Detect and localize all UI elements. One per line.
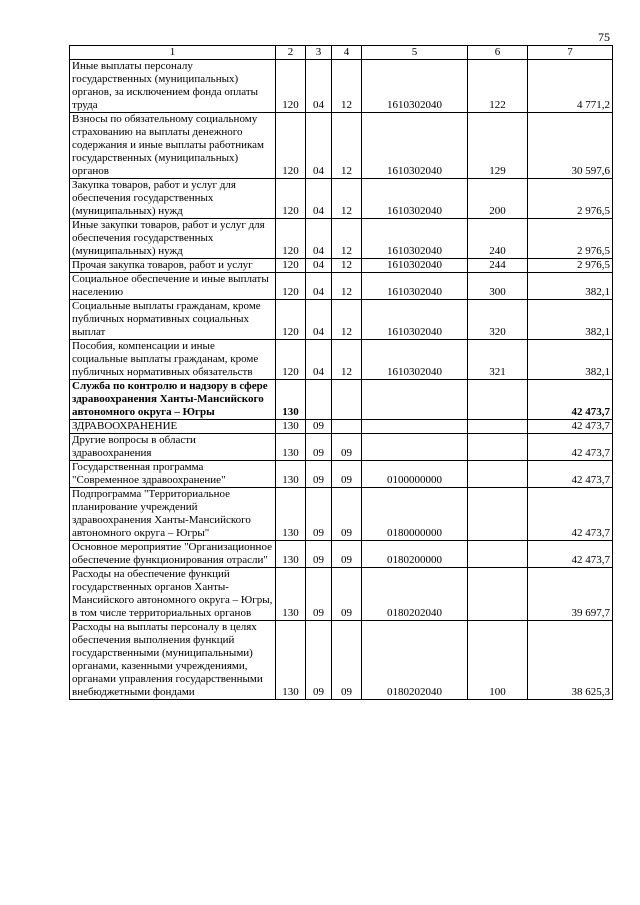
column-header: 5 [362,46,468,60]
row-code-5 [362,434,468,461]
row-code-4: 12 [332,259,362,273]
row-code-4: 12 [332,113,362,179]
row-name: ЗДРАВООХРАНЕНИЕ [70,420,276,434]
table-row [70,621,613,700]
row-code-6 [468,380,528,420]
row-code-3: 09 [306,568,332,621]
column-header: 3 [306,46,332,60]
row-code-6: 244 [468,259,528,273]
table-row [70,380,613,420]
row-code-5: 1610302040 [362,300,468,340]
row-code-2: 120 [276,179,306,219]
row-code-2: 120 [276,340,306,380]
table-row [70,60,613,113]
row-sum: 42 473,7 [528,541,613,568]
row-code-5 [362,380,468,420]
row-code-6 [468,461,528,488]
row-code-6: 320 [468,300,528,340]
row-name: Закупка товаров, работ и услуг для обеспечения государственных (муниципальных) нужд [70,179,276,219]
row-code-2: 130 [276,488,306,541]
row-code-3 [306,380,332,420]
row-code-2: 120 [276,259,306,273]
table-body [70,60,613,700]
row-code-3: 09 [306,488,332,541]
row-code-6: 240 [468,219,528,259]
table-row [70,113,613,179]
row-sum: 38 625,3 [528,621,613,700]
row-code-2: 120 [276,113,306,179]
row-code-2: 130 [276,380,306,420]
column-header: 4 [332,46,362,60]
row-code-3: 04 [306,300,332,340]
row-sum: 2 976,5 [528,259,613,273]
row-code-6 [468,541,528,568]
row-code-5: 0180202040 [362,568,468,621]
row-sum: 42 473,7 [528,461,613,488]
row-code-5: 1610302040 [362,259,468,273]
row-code-4 [332,420,362,434]
row-code-6: 300 [468,273,528,300]
row-code-3: 09 [306,621,332,700]
column-header: 1 [70,46,276,60]
table-row [70,179,613,219]
budget-table [69,45,613,700]
row-code-5: 1610302040 [362,219,468,259]
table-header-row [70,46,613,60]
row-code-3: 04 [306,179,332,219]
row-code-2: 120 [276,273,306,300]
row-sum: 2 976,5 [528,179,613,219]
table-row [70,420,613,434]
row-code-4: 09 [332,541,362,568]
row-name: Государственная программа "Современное здравоохранение" [70,461,276,488]
row-code-4: 12 [332,340,362,380]
row-sum: 42 473,7 [528,380,613,420]
row-code-2: 130 [276,420,306,434]
table-row [70,488,613,541]
row-code-5: 1610302040 [362,340,468,380]
row-code-6 [468,434,528,461]
row-code-6 [468,420,528,434]
table-row [70,434,613,461]
table-row [70,273,613,300]
row-code-2: 130 [276,541,306,568]
row-sum: 4 771,2 [528,60,613,113]
table-row [70,568,613,621]
row-code-5: 0100000000 [362,461,468,488]
row-code-6 [468,568,528,621]
row-code-6: 321 [468,340,528,380]
row-code-4: 09 [332,461,362,488]
table-row [70,219,613,259]
row-name: Расходы на обеспечение функций государственных органов Ханты-Мансийского автономного округа – Югры, в том числе территориальных органов [70,568,276,621]
row-code-4: 09 [332,488,362,541]
row-code-2: 120 [276,60,306,113]
row-name: Подпрограмма "Территориальное планирование учреждений здравоохранения Ханты-Мансийского автономного округа – Югры" [70,488,276,541]
row-sum: 382,1 [528,273,613,300]
row-sum: 30 597,6 [528,113,613,179]
table-row [70,259,613,273]
row-code-6: 129 [468,113,528,179]
row-name: Иные выплаты персоналу государственных (муниципальных) органов, за исключением фонда оплаты труда [70,60,276,113]
row-code-6: 122 [468,60,528,113]
row-code-2: 130 [276,621,306,700]
row-code-2: 130 [276,434,306,461]
row-name: Другие вопросы в области здравоохранения [70,434,276,461]
row-code-3: 04 [306,60,332,113]
table-row [70,541,613,568]
row-name: Основное мероприятие "Организационное обеспечение функционирования отрасли" [70,541,276,568]
row-sum: 39 697,7 [528,568,613,621]
row-code-3: 04 [306,273,332,300]
row-name: Иные закупки товаров, работ и услуг для обеспечения государственных (муниципальных) нужд [70,219,276,259]
row-code-5: 1610302040 [362,273,468,300]
row-code-4: 09 [332,621,362,700]
row-code-5 [362,420,468,434]
row-name: Служба по контролю и надзору в сфере здравоохранения Ханты-Мансийского автономного округа – Югры [70,380,276,420]
row-sum: 382,1 [528,300,613,340]
row-code-3: 04 [306,340,332,380]
column-header: 2 [276,46,306,60]
row-name: Социальные выплаты гражданам, кроме публичных нормативных социальных выплат [70,300,276,340]
row-name: Взносы по обязательному социальному страхованию на выплаты денежного содержания и иные выплаты работникам государственных (муниципальных) органов [70,113,276,179]
row-code-3: 09 [306,434,332,461]
row-code-3: 04 [306,219,332,259]
row-code-5: 1610302040 [362,60,468,113]
row-code-5: 0180200000 [362,541,468,568]
row-code-5: 0180000000 [362,488,468,541]
row-code-4: 09 [332,568,362,621]
row-name: Социальное обеспечение и иные выплаты населению [70,273,276,300]
row-name: Расходы на выплаты персоналу в целях обеспечения выполнения функций государственными (муниципальными) органами, казенными учреждениями, органами управления государственными внебюджетными фондами [70,621,276,700]
row-code-4: 12 [332,219,362,259]
column-header: 6 [468,46,528,60]
row-sum: 382,1 [528,340,613,380]
row-sum: 42 473,7 [528,434,613,461]
row-name: Пособия, компенсации и иные социальные выплаты гражданам, кроме публичных нормативных обязательств [70,340,276,380]
row-code-3: 09 [306,461,332,488]
row-code-5: 0180202040 [362,621,468,700]
row-name: Прочая закупка товаров, работ и услуг [70,259,276,273]
row-code-3: 04 [306,259,332,273]
row-code-3: 04 [306,113,332,179]
row-code-4: 09 [332,434,362,461]
row-code-4: 12 [332,300,362,340]
row-code-6: 100 [468,621,528,700]
row-code-2: 120 [276,219,306,259]
row-sum: 42 473,7 [528,420,613,434]
column-header: 7 [528,46,613,60]
page-number: 75 [598,30,610,44]
row-code-4: 12 [332,179,362,219]
row-code-5: 1610302040 [362,113,468,179]
table-row [70,340,613,380]
row-code-4: 12 [332,273,362,300]
row-code-2: 130 [276,461,306,488]
row-code-3: 09 [306,541,332,568]
row-code-2: 120 [276,300,306,340]
row-sum: 2 976,5 [528,219,613,259]
row-code-3: 09 [306,420,332,434]
table-row [70,461,613,488]
row-code-4 [332,380,362,420]
row-code-6 [468,488,528,541]
row-sum: 42 473,7 [528,488,613,541]
row-code-5: 1610302040 [362,179,468,219]
table-row [70,300,613,340]
row-code-6: 200 [468,179,528,219]
row-code-4: 12 [332,60,362,113]
row-code-2: 130 [276,568,306,621]
